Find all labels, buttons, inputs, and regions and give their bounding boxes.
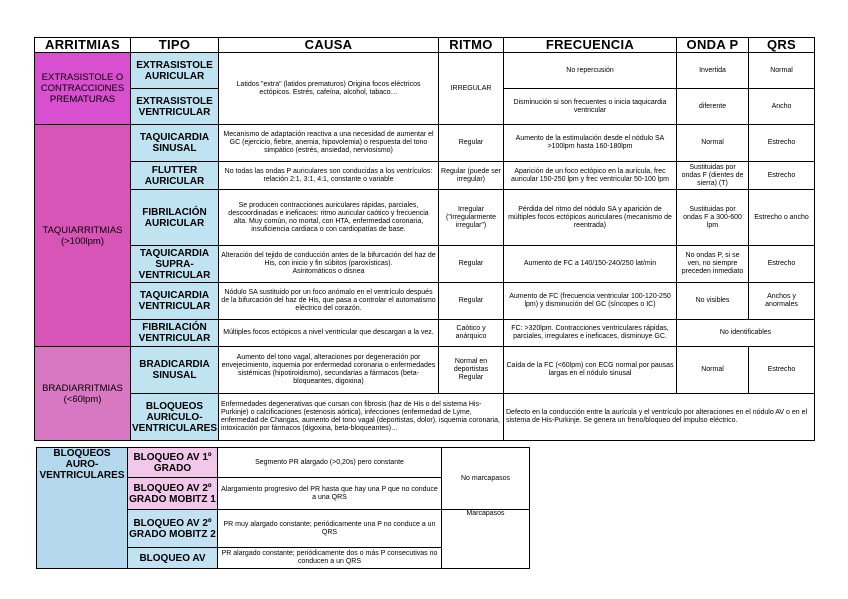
bloqueo-desc: PR muy alargado constante; periódicamente una P no conduce a un QRS [218,510,442,548]
qrs-bradicardia-sinusal: Estrecho [749,347,815,394]
onda-p-bradicardia-sinusal: Normal [677,347,749,394]
bloqueos-header: BLOQUEOS AURO-VENTRICULARES [37,448,128,569]
table-row [35,246,815,283]
frecuencia-taquicardia-supraventricular: Aumento de FC a 140/150-240/250 lat/min [504,246,677,283]
qrs-flutter: Estrecho [749,162,815,190]
tipo-taquicardia-sinusal: TAQUICARDIA SINUSAL [131,125,219,162]
table-row [35,320,815,347]
causa-main-text: Alteración del tejido de conducción antes de la bifurcación del haz de His, con inicio y fin súbitos (paroxísticas). [221,252,436,267]
causa-bradicardia-sinusal: Aumento del tono vagal, alteraciones por degeneración por envejecimiento, isquemia por enfermedad coronaria o enfermedades sistémicas (hipotiroidismo), secundarias a fármacos (beta-bloqueantes, digoxina) [219,347,439,394]
group-extrasistoles: EXTRASISTOLE O CONTRACCIONES PREMATURAS [35,53,131,125]
table-row [35,283,815,320]
causa-fibrilacion-auricular: Se producen contracciones auriculares rápidas, parciales, descoordinadas e ineficaces: ritmo auricular caótico y frecuencia alta. Muy común, no mortal, con HTA, enfermedad coronaria, insuficiencia cardiaca o con cardiopatías de base. [219,190,439,246]
bloqueo-tipo: BLOQUEO AV [128,548,218,569]
bloqueo-tipo: BLOQUEO AV 2º GRADO MOBITZ 1 [128,478,218,510]
frecuencia-taquicardia-ventricular: Aumento de FC (frecuencia ventricular 100-120-250 lpm) y disminución del GC (síncopes o IC) [504,283,677,320]
onda-p-qrs-fibrilacion-ventricular: No identificables [677,320,815,347]
header-tipo: TIPO [131,38,219,53]
frecuencia-flutter: Aparición de un foco ectópico en la aurícula, frec auricular 150-250 lpm y frec ventricular 50-100 lpm [504,162,677,190]
bloqueo-tipo: BLOQUEO AV 1º GRADO [128,448,218,478]
causa-fibrilacion-ventricular: Múltiples focos ectópicos a nivel ventricular que descargan a la vez. [219,320,439,347]
frecuencia-taquicardia-sinusal: Aumento de la estimulación desde el nódulo SA >100lpm hasta 160-180lpm [504,125,677,162]
ritmo-extrasistole: IRREGULAR [439,53,504,125]
onda-p-taquicardia-sinusal: Normal [677,125,749,162]
tipo-extrasistole-auricular: EXTRASISTOLE AURICULAR [131,53,219,89]
causa-taquicardia-supraventricular [219,246,439,283]
tipo-flutter: FLUTTER AURICULAR [131,162,219,190]
onda-p-taquicardia-supraventricular: No ondas P, si se ven, no siempre preceden inmediato [677,246,749,283]
tipo-bradicardia-sinusal: BRADICARDIA SINUSAL [131,347,219,394]
onda-p-fibrilacion-auricular: Sustituidas por ondas F a 300-600 lpm [677,190,749,246]
causa-flutter: No todas las ondas P auriculares son conducidas a los ventrículos: relación 2:1, 3:1, 4:1, constante o variable [219,162,439,190]
table-row [35,162,815,190]
qrs-ext-auricular: Normal [749,53,815,89]
header-causa: CAUSA [219,38,439,53]
qrs-taquicardia-sinusal: Estrecho [749,125,815,162]
tipo-taquicardia-supraventricular: TAQUICARDIA SUPRA-VENTRICULAR [131,246,219,283]
causa-extra-text: Asintomáticos o disnea [292,268,365,275]
no-marcapasos-label: No marcapasos [442,448,530,510]
ritmo-taquicardia-supraventricular: Regular [439,246,504,283]
arritmias-table [34,37,815,441]
table-row [37,448,530,478]
onda-p-ext-auricular: Invertida [677,53,749,89]
header-frecuencia: FRECUENCIA [504,38,677,53]
table-row [35,190,815,246]
header-row [35,38,815,53]
bloqueo-tipo: BLOQUEO AV 2º GRADO MOBITZ 2 [128,510,218,548]
onda-p-taquicardia-ventricular: No visibles [677,283,749,320]
causa-taquicardia-sinusal: Mecanismo de adaptación reactiva a una necesidad de aumentar el GC (ejercicio, fiebre, anemia, hipovolemia) o respuesta del tono simpático (estrés, ansiedad, nerviosismo) [219,125,439,162]
tipo-taquicardia-ventricular: TAQUICARDIA VENTRICULAR [131,283,219,320]
causa-taquicardia-ventricular: Nódulo SA sustituido por un foco anómalo en el ventrículo después de la bifurcación del haz de His, que pasa a controlar el automatismo eléctrico del corazón. [219,283,439,320]
group-taquiarritmias: TAQUIARRITMIAS (>100lpm) [35,125,131,347]
header-onda-p: ONDA P [677,38,749,53]
ritmo-taquicardia-sinusal: Regular [439,125,504,162]
causa-extrasistole: Latidos "extra" (latidos prematuros) Origina focos eléctricos ectópicos. Estrés, cafeína, alcohol, tabaco… [219,53,439,125]
ritmo-taquicardia-ventricular: Regular [439,283,504,320]
tipo-bloqueos: BLOQUEOS AURICULO-VENTRICULARES [131,394,219,441]
tipo-fibrilacion-ventricular: FIBRILACIÓN VENTRICULAR [131,320,219,347]
bloqueo-desc: Alargamiento progresivo del PR hasta que hay una P que no conduce a una QRS [218,478,442,510]
ritmo-fibrilacion-auricular: Irregular ("irregularmente irregular") [439,190,504,246]
marcapasos-label: Marcapasos [442,510,530,569]
frecuencia-ext-auricular: No repercusión [504,53,677,89]
bloqueos-av-table [36,447,530,569]
frecuencia-fibrilacion-ventricular: FC: >320lpm. Contracciones ventriculares rápidas, parciales, irregulares e ineficaces, disminuye GC. [504,320,677,347]
frecuencia-bradicardia-sinusal: Caída de la FC (<60lpm) con ECG normal por pausas largas en el nódulo sinusal [504,347,677,394]
bloqueo-desc: Segmento PR alargado (>0,20s) pero constante [218,448,442,478]
qrs-taquicardia-supraventricular: Estrecho [749,246,815,283]
causa-bloqueos: Enfermedades degenerativas que cursan con fibrosis (haz de His o del sistema His-Purkinje) o calcificaciones (estenosis aórtica), infecciones (enfermedad de Lyme, enfermedad de Changas, aumento del tono vagal (deportistas, dolor), isquemia coronaria, intoxicación por fármacos (digoxina, beta-bloqueantes)… [219,394,504,441]
qrs-ext-ventricular: Ancho [749,89,815,125]
tipo-extrasistole-ventricular: EXTRASISTOLE VENTRICULAR [131,89,219,125]
header-arritmias: ARRITMIAS [35,38,131,53]
onda-p-ext-ventricular: diferente [677,89,749,125]
ritmo-bradicardia-sinusal: Normal en deportistas Regular [439,347,504,394]
table-row [35,394,815,441]
qrs-taquicardia-ventricular: Anchos y anormales [749,283,815,320]
ritmo-flutter: Regular (puede ser irregular) [439,162,504,190]
ritmo-fibrilacion-ventricular: Caótico y anárquico [439,320,504,347]
bloqueo-desc: PR alargado constante; periódicamente dos o más P consecutivas no conducen a un QRS [218,548,442,569]
header-ritmo: RITMO [439,38,504,53]
frecuencia-fibrilacion-auricular: Pérdida del ritmo del nódulo SA y aparición de múltiples focos ectópicos auriculares (mecanismo de reentrada) [504,190,677,246]
frecuencia-bloqueos: Defecto en la conducción entre la aurícula y el ventrículo por alteraciones en el nódulo AV o en el sistema de His-Purkinje. Se genera un freno/bloqueo del impulso eléctrico. [504,394,815,441]
frecuencia-ext-ventricular: Disminución si son frecuentes o inicia taquicardia ventricular [504,89,677,125]
header-qrs: QRS [749,38,815,53]
table-row [35,53,815,89]
group-bradiarritmias: BRADIARRITMIAS (<60lpm) [35,347,131,441]
table-row [35,125,815,162]
tipo-fibrilacion-auricular: FIBRILACIÓN AURICULAR [131,190,219,246]
onda-p-flutter: Sustituidas por ondas F (dientes de sierra) (T) [677,162,749,190]
table-row [35,347,815,394]
qrs-fibrilacion-auricular: Estrecho o ancho [749,190,815,246]
